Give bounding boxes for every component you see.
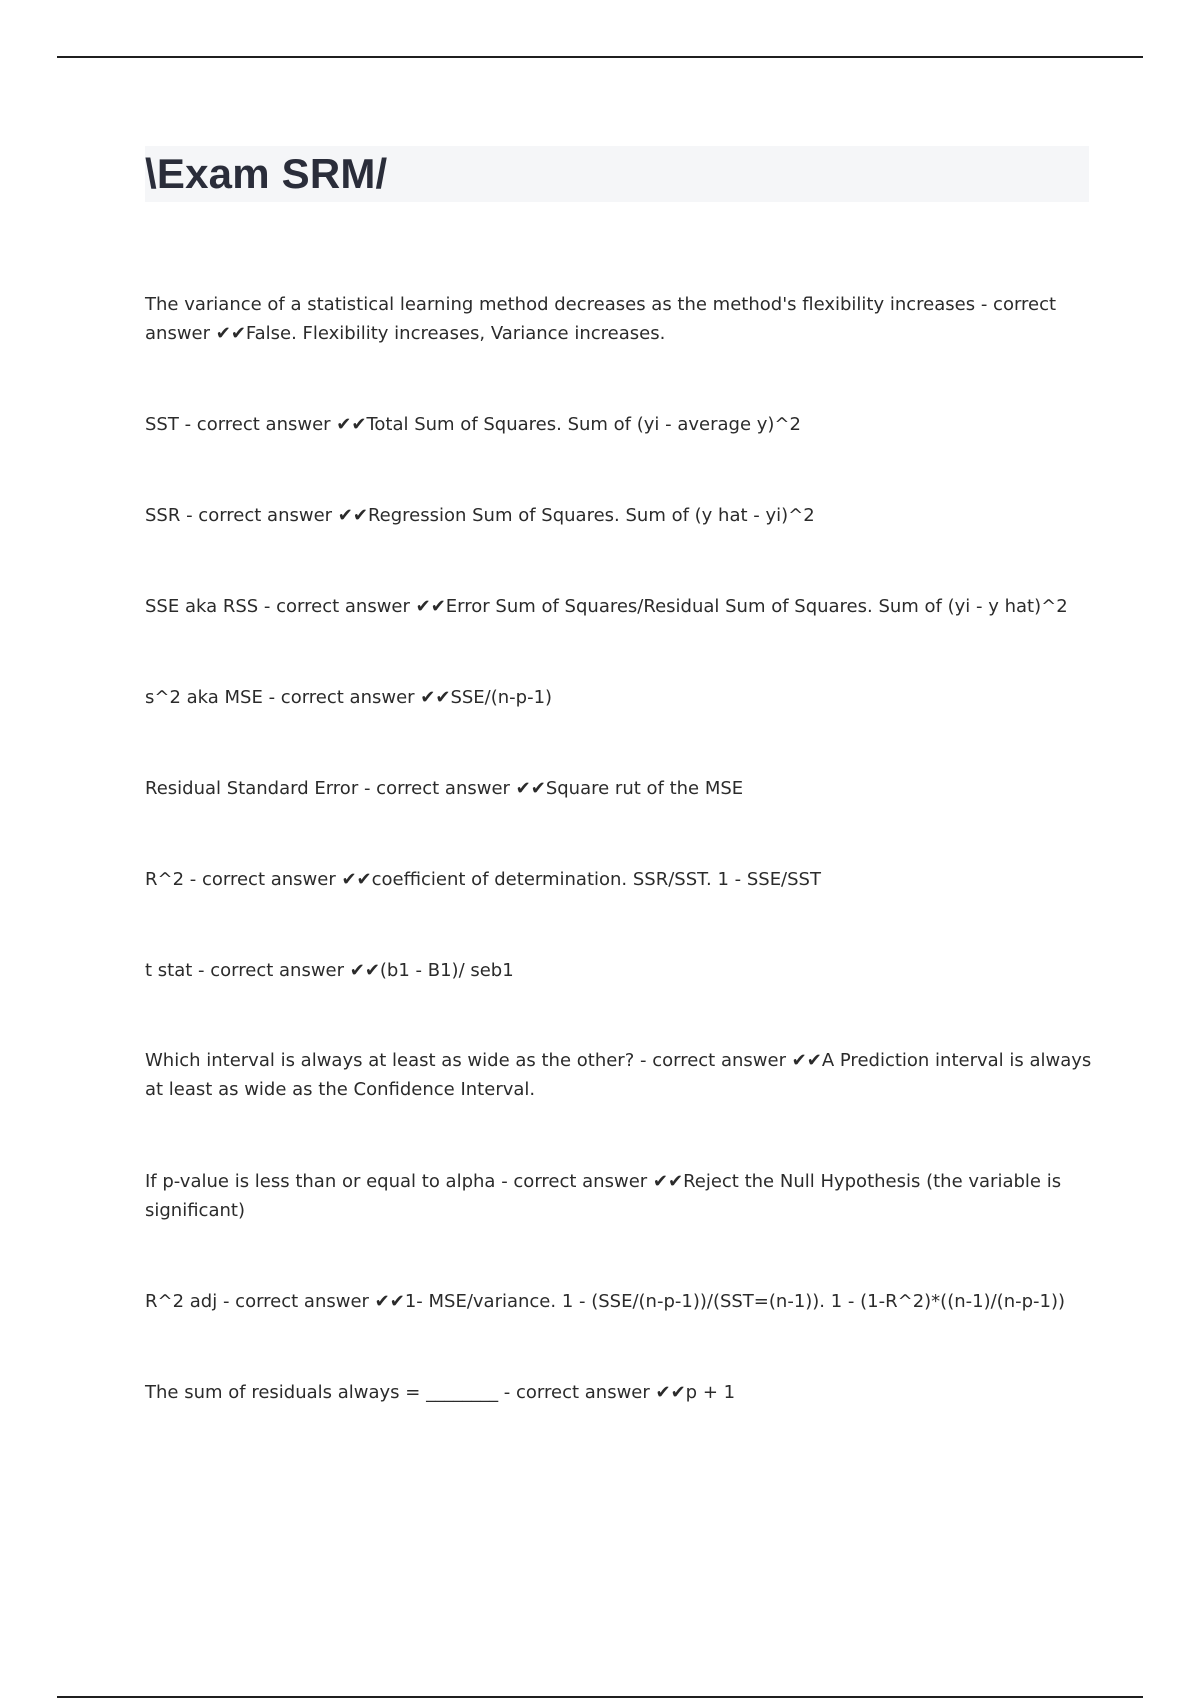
list-item [145, 501, 1095, 530]
question-text: Residual Standard Error [145, 778, 359, 799]
answer-text: coefficient of determination. SSR/SST. 1 - SSE/SST [371, 869, 821, 890]
list-item [145, 410, 1095, 439]
question-text: R^2 [145, 869, 185, 890]
answer-separator: - correct answer ✔✔ [634, 1050, 822, 1071]
answer-separator: - correct answer ✔✔ [262, 687, 451, 708]
answer-text: Square rut of the MSE [545, 778, 744, 799]
answer-separator: - correct answer ✔✔ [145, 294, 1057, 344]
answer-separator: - correct answer ✔✔ [358, 778, 546, 799]
answer-text: Regression Sum of Squares. Sum of (y hat - yi)^2 [367, 505, 815, 526]
answer-text: SSE/(n-p-1) [450, 687, 553, 708]
answer-separator: - correct answer ✔✔ [184, 869, 372, 890]
answer-separator: - correct answer ✔✔ [258, 596, 446, 617]
list-item [145, 956, 1095, 985]
question-text: R^2 adj [145, 1291, 218, 1312]
list-item [145, 592, 1095, 621]
answer-separator: - correct answer ✔✔ [192, 960, 380, 981]
question-text: SSR [145, 505, 181, 526]
list-item [145, 1287, 1095, 1316]
list-item [145, 1046, 1095, 1104]
list-item [145, 1378, 1095, 1407]
answer-text: Reject the Null Hypothesis (the variable is significant) [145, 1171, 1062, 1221]
answer-text: p + 1 [685, 1382, 736, 1403]
list-item [145, 290, 1095, 348]
question-text: Which interval is always at least as wide as the other? [145, 1050, 635, 1071]
answer-text: (b1 - B1)/ seb1 [379, 960, 514, 981]
answer-text: False. Flexibility increases, Variance increases. [245, 323, 666, 344]
question-text: t stat [145, 960, 193, 981]
answer-separator: - correct answer ✔✔ [217, 1291, 405, 1312]
question-text: SSE aka RSS [145, 596, 259, 617]
answer-separator: - correct answer ✔✔ [495, 1171, 684, 1192]
answer-text: A Prediction interval is always at least as wide as the Confidence Interval. [145, 1050, 1092, 1100]
answer-text: 1- MSE/variance. 1 - (SSE/(n-p-1))/(SST=(n-1)). 1 - (1-R^2)*((n-1)/(n-p-1)) [404, 1291, 1066, 1312]
list-item [145, 774, 1095, 803]
list-item [145, 1167, 1095, 1225]
answer-text: Error Sum of Squares/Residual Sum of Squares. Sum of (yi - y hat)^2 [445, 596, 1068, 617]
bottom-rule [57, 1696, 1143, 1698]
top-rule [57, 56, 1143, 58]
question-text: s^2 aka MSE [145, 687, 263, 708]
page-title: \Exam SRM/ [145, 150, 388, 197]
answer-text: Total Sum of Squares. Sum of (yi - average y)^2 [366, 414, 801, 435]
list-item [145, 865, 1095, 894]
answer-separator: - correct answer ✔✔ [498, 1382, 686, 1403]
answer-separator: - correct answer ✔✔ [180, 505, 368, 526]
question-text: The variance of a statistical learning method decreases as the method's flexibility increases [145, 294, 976, 315]
answer-separator: - correct answer ✔✔ [178, 414, 367, 435]
question-text: SST [145, 414, 179, 435]
question-text: The sum of residuals always = ________ [145, 1382, 499, 1403]
question-text: If p-value is less than or equal to alpha [145, 1171, 496, 1192]
list-item [145, 683, 1095, 712]
